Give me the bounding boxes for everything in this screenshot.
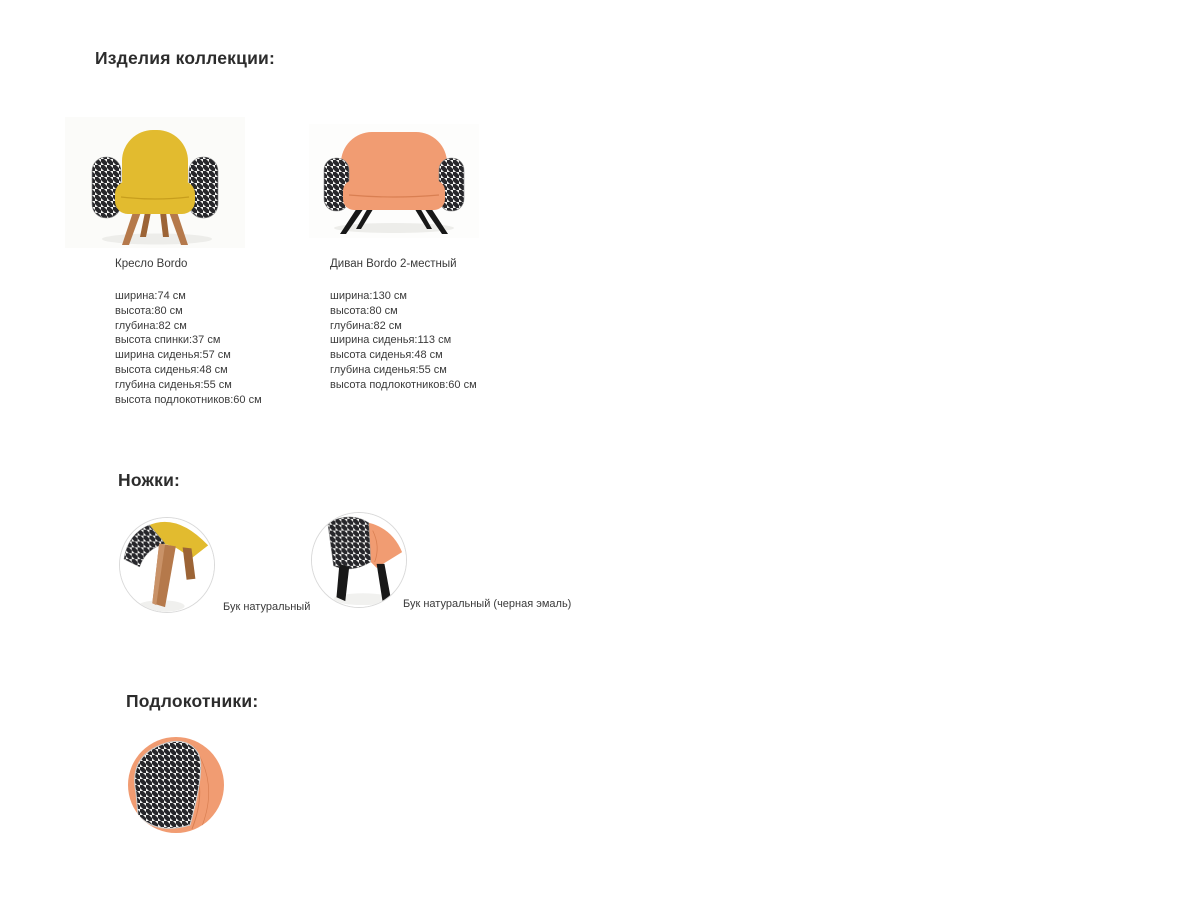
spec-line: глубина:82 см (115, 319, 187, 332)
product-name: Диван Bordo 2-местный (330, 258, 457, 270)
section-heading-legs: Ножки: (118, 470, 181, 490)
spec-line: высота спинки:37 см (115, 334, 221, 347)
spec-line: высота:80 см (115, 304, 183, 317)
leg-caption: Бук натуральный (223, 601, 311, 613)
spec-line: ширина сиденья:113 см (330, 334, 452, 347)
black-leg-detail-photo (311, 512, 407, 608)
spec-line: ширина:130 см (330, 290, 407, 302)
sofa-seat (343, 180, 445, 210)
spec-line: глубина сиденья:55 см (330, 363, 447, 376)
product-specs (330, 289, 477, 393)
armchair-photo (65, 117, 245, 248)
spec-line: глубина сиденья:55 см (115, 378, 232, 391)
sofa-photo (309, 124, 479, 238)
page-title: Изделия коллекции: (95, 48, 276, 68)
houndstooth-patch (328, 517, 371, 569)
leg-caption: Бук натуральный (черная эмаль) (403, 598, 572, 610)
spec-line: ширина:74 см (115, 290, 186, 302)
wooden-leg-detail-photo (119, 517, 215, 613)
section-heading-armrests: Подлокотники: (126, 691, 259, 711)
product-name: Кресло Bordo (115, 258, 188, 270)
houndstooth-armrest (135, 741, 201, 828)
spec-line: высота:80 см (330, 304, 398, 317)
armchair-left-armrest (92, 157, 121, 218)
spec-line: ширина сиденья:57 см (115, 349, 231, 362)
armchair-right-armrest (189, 157, 218, 218)
armrest-detail-photo (128, 737, 224, 833)
spec-line: высота сиденья:48 см (115, 363, 228, 376)
spec-line: высота подлокотников:60 см (115, 393, 262, 406)
spec-line: высота сиденья:48 см (330, 349, 443, 362)
spec-line: глубина:82 см (330, 319, 402, 332)
product-specs (115, 289, 262, 407)
spec-line: высота подлокотников:60 см (330, 378, 477, 391)
